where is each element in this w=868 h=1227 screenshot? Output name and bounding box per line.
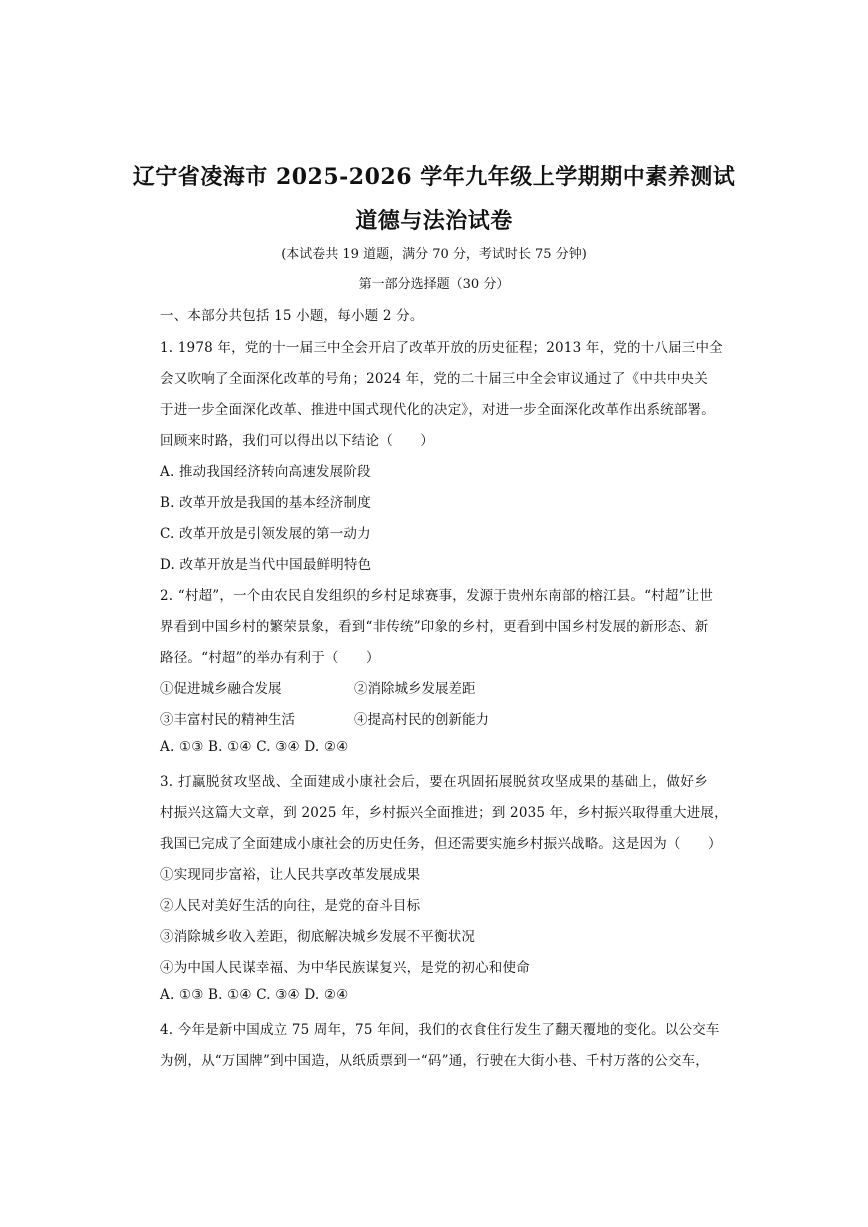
question-4-line: 4. 今年是新中国成立 75 周年，75 年间，我们的衣食住行发生了翻天覆地的变化。以公交车: [160, 1022, 720, 1038]
section-intro: 一、本部分共包括 15 小题，每小题 2 分。: [160, 308, 424, 324]
question-3-answers: A. ①③ B. ①④ C. ③④ D. ②④: [160, 987, 349, 1003]
question-2-item-2: ②消除城乡发展差距: [354, 681, 476, 697]
question-3-item-2: ②人民对美好生活的向往，是党的奋斗目标: [160, 898, 421, 914]
question-4-line: 为例，从“万国牌”到中国造，从纸质票到一“码”通，行驶在大街小巷、千村万落的公交车，: [160, 1053, 710, 1069]
question-3-line: 我国已完成了全面建成小康社会的历史任务，但还需要实施乡村振兴战略。这是因为（ ）: [160, 836, 722, 852]
exam-info: (本试卷共 19 道题，满分 70 分，考试时长 75 分钟): [281, 247, 587, 262]
exam-subject-title: 道德与法治试卷: [355, 208, 513, 234]
exam-title: 辽宁省凌海市 2025-2026 学年九年级上学期期中素养测试: [132, 164, 736, 190]
question-3-item-3: ③消除城乡收入差距，彻底解决城乡发展不平衡状况: [160, 929, 476, 945]
question-1-line: 会又吹响了全面深化改革的号角；2024 年，党的二十届三中全会审议通过了《中共中央关: [160, 371, 708, 387]
question-2-answers: A. ①③ B. ①④ C. ③④ D. ②④: [160, 739, 349, 755]
question-2-item-3: ③丰富村民的精神生活: [160, 712, 295, 728]
question-1-option-b: B. 改革开放是我国的基本经济制度: [160, 495, 371, 511]
question-2-line: 界看到中国乡村的繁荣景象，看到“非传统”印象的乡村，更看到中国乡村发展的新形态、新: [160, 619, 709, 635]
question-2-line: 路径。“村超”的举办有利于（ ）: [160, 650, 380, 666]
question-3-line: 村振兴这篇大文章，到 2025 年，乡村振兴全面推进；到 2035 年，乡村振兴取得重大进展，: [160, 805, 728, 821]
question-1-option-c: C. 改革开放是引领发展的第一动力: [160, 526, 371, 542]
question-2-item-4: ④提高村民的创新能力: [354, 712, 489, 728]
question-3-item-4: ④为中国人民谋幸福、为中华民族谋复兴，是党的初心和使命: [160, 960, 530, 976]
question-3-item-1: ①实现同步富裕，让人民共享改革发展成果: [160, 867, 421, 883]
question-1-line: 回顾来时路，我们可以得出以下结论（ ）: [160, 433, 434, 449]
question-1-line: 于进一步全面深化改革、推进中国式现代化的决定》，对进一步全面深化改革作出系统部署。: [160, 402, 715, 418]
question-1-line: 1. 1978 年，党的十一届三中全会开启了改革开放的历史征程；2013 年，党的十八届三中全: [160, 340, 723, 356]
question-2-item-1: ①促进城乡融合发展: [160, 681, 282, 697]
question-1-option-a: A. 推动我国经济转向高速发展阶段: [160, 464, 371, 480]
question-2-line: 2. “村超”，一个由农民自发组织的乡村足球赛事，发源于贵州东南部的榕江县。“村超”让世: [160, 588, 714, 604]
question-1-option-d: D. 改革开放是当代中国最鲜明特色: [160, 557, 372, 573]
question-3-line: 3. 打赢脱贫攻坚战、全面建成小康社会后，要在巩固拓展脱贫攻坚成果的基础上，做好乡: [160, 774, 708, 790]
part-title: 第一部分选择题（30 分）: [358, 277, 510, 292]
